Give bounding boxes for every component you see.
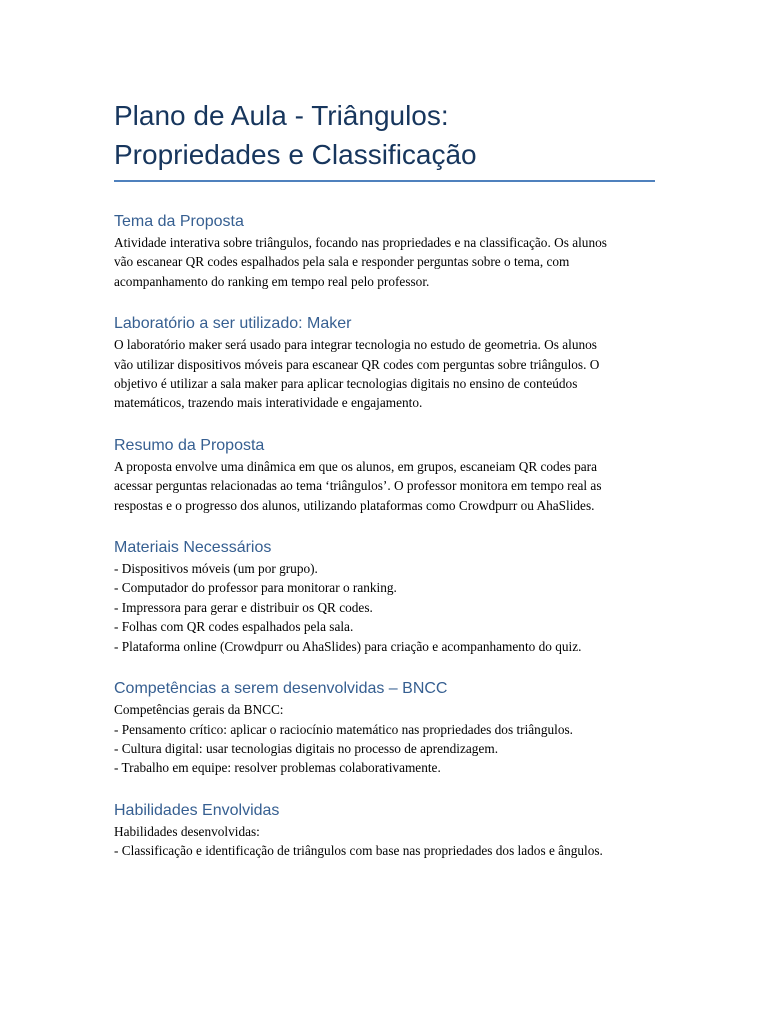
list-item: Competências gerais da BNCC: bbox=[114, 702, 284, 718]
paragraph-line: A proposta envolve uma dinâmica em que os alunos, em grupos, escaneiam QR codes para bbox=[114, 458, 597, 474]
section-resumo bbox=[114, 436, 655, 515]
list-item: - Impressora para gerar e distribuir os QR codes. bbox=[114, 599, 373, 615]
section-competencias bbox=[114, 679, 655, 778]
title-line-2: Propriedades e Classificação bbox=[114, 139, 477, 170]
paragraph-line: acessar perguntas relacionadas ao tema ‘triângulos’. O professor monitora em tempo real as bbox=[114, 478, 602, 494]
section-tema bbox=[114, 212, 655, 291]
section-heading: Habilidades Envolvidas bbox=[114, 801, 280, 819]
paragraph-line: O laboratório maker será usado para integrar tecnologia no estudo de geometria. Os alunos bbox=[114, 337, 597, 353]
paragraph-line: respostas e o progresso dos alunos, utilizando plataformas como Crowdpurr ou AhaSlides. bbox=[114, 497, 595, 513]
section-heading: Tema da Proposta bbox=[114, 213, 244, 230]
list-item: - Trabalho em equipe: resolver problemas colaborativamente. bbox=[114, 760, 441, 776]
list-item: - Folhas com QR codes espalhados pela sala. bbox=[114, 619, 354, 635]
paragraph-line: acompanhamento do ranking em tempo real pelo professor. bbox=[114, 273, 430, 289]
list-item: - Cultura digital: usar tecnologias digitais no processo de aprendizagem. bbox=[114, 740, 499, 756]
section-habilidades bbox=[114, 801, 655, 861]
section-laboratorio bbox=[114, 314, 655, 413]
paragraph-line: Atividade interativa sobre triângulos, focando nas propriedades e na classificação. Os alunos bbox=[114, 235, 607, 250]
page-title bbox=[114, 96, 655, 182]
list-item: - Plataforma online (Crowdpurr ou AhaSlides) para criação e acompanhamento do quiz. bbox=[114, 638, 582, 654]
title-line-1: Plano de Aula - Triângulos: bbox=[114, 100, 449, 131]
document-page bbox=[114, 96, 655, 861]
list-item: - Classificação e identificação de triângulos com base nas propriedades dos lados e ângulos. bbox=[114, 843, 603, 859]
paragraph-line: matemáticos, trazendo mais interatividade e engajamento. bbox=[114, 395, 423, 411]
section-materiais bbox=[114, 538, 655, 656]
list-item: - Computador do professor para monitorar o ranking. bbox=[114, 580, 397, 596]
section-heading: Materiais Necessários bbox=[114, 539, 272, 557]
section-heading: Resumo da Proposta bbox=[114, 436, 265, 454]
paragraph-line: objetivo é utilizar a sala maker para aplicar tecnologias digitais no ensino de conteúdos bbox=[114, 376, 578, 392]
section-list bbox=[114, 822, 655, 861]
list-item: - Pensamento crítico: aplicar o raciocínio matemático nas propriedades dos triângulos. bbox=[114, 721, 573, 737]
paragraph-line: vão utilizar dispositivos móveis para escanear QR codes com perguntas sobre triângulos. O bbox=[114, 356, 600, 372]
section-list bbox=[114, 700, 655, 778]
list-item: - Dispositivos móveis (um por grupo). bbox=[114, 561, 318, 577]
section-paragraph bbox=[114, 457, 655, 515]
paragraph-line: vão escanear QR codes espalhados pela sala e responder perguntas sobre o tema, com bbox=[114, 254, 570, 270]
section-heading: Laboratório a ser utilizado: Maker bbox=[114, 315, 352, 333]
section-list bbox=[114, 559, 655, 656]
section-heading: Competências a serem desenvolvidas – BNCC bbox=[114, 680, 448, 698]
list-item: Habilidades desenvolvidas: bbox=[114, 823, 260, 839]
section-paragraph bbox=[114, 233, 655, 291]
section-paragraph bbox=[114, 335, 655, 413]
